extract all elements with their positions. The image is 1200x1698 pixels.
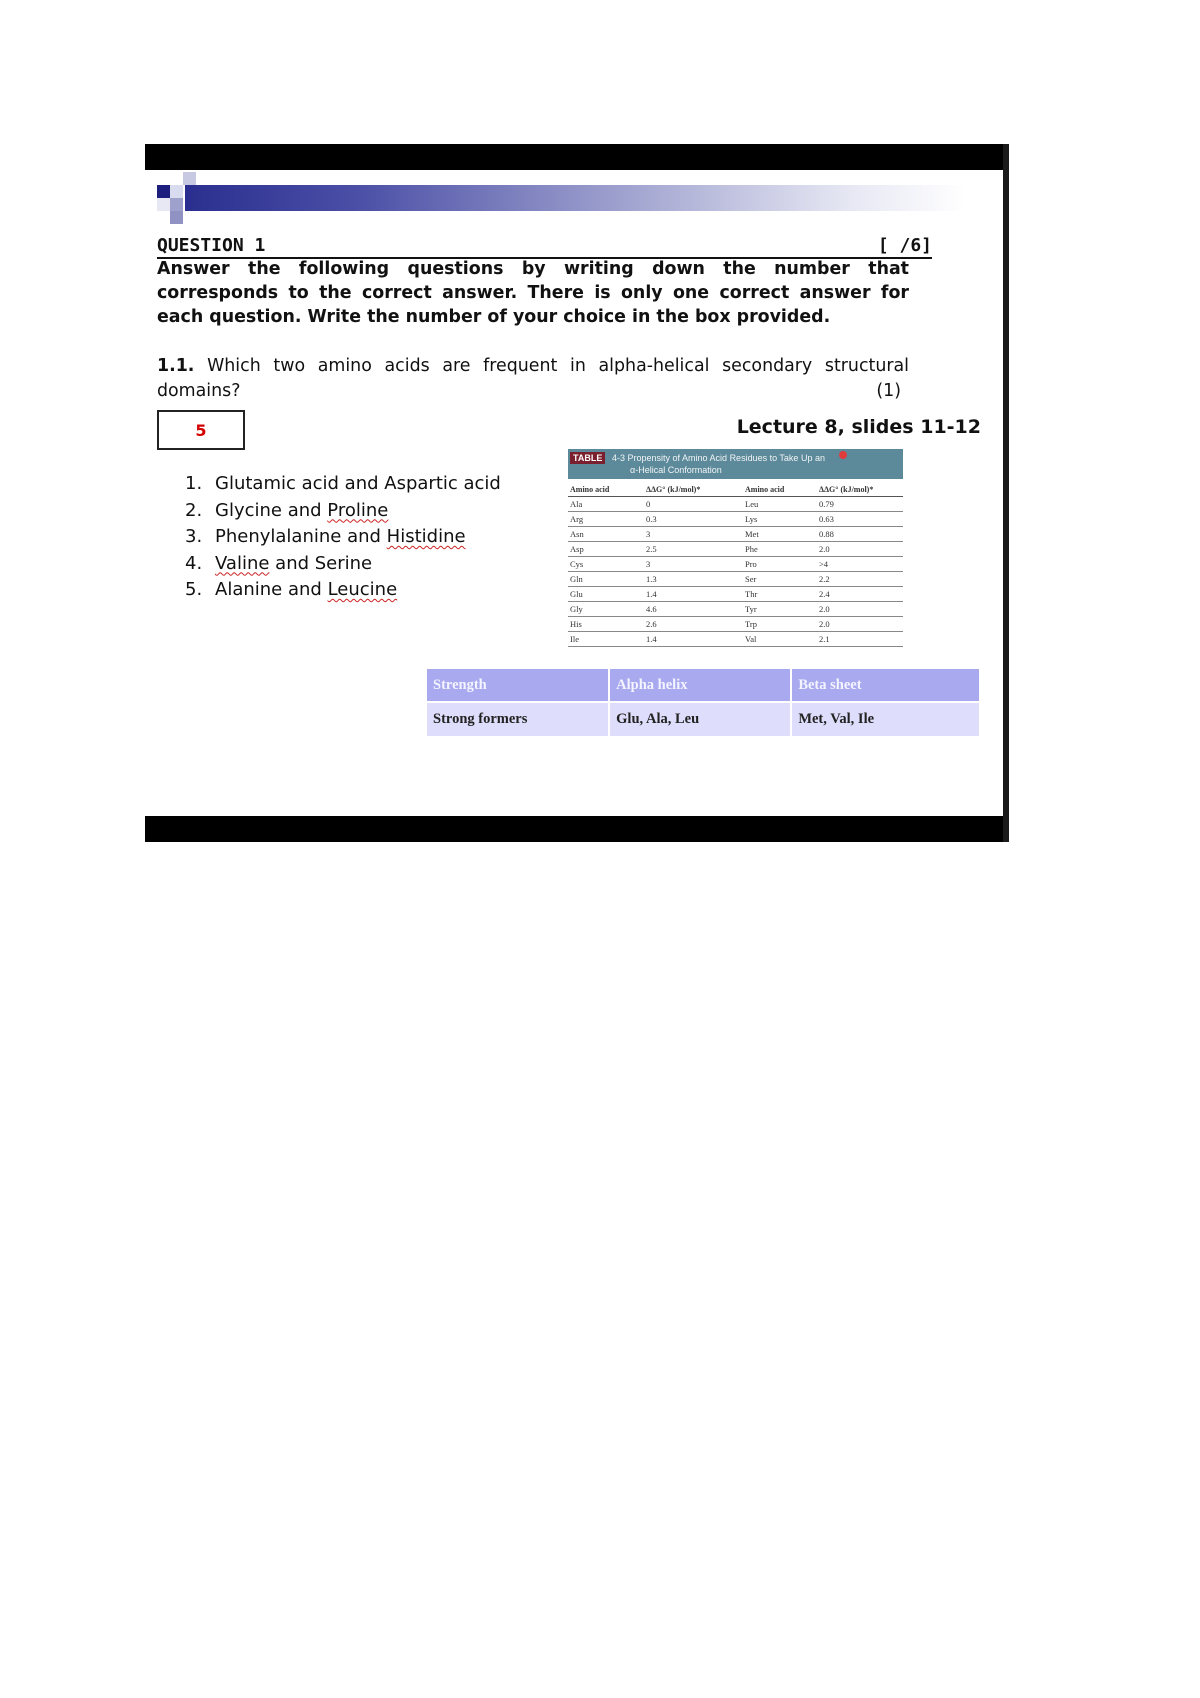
decorative-square: [170, 185, 183, 198]
column-header: ΔΔG° (kJ/mol)*: [644, 482, 743, 497]
question-number: 1.1.: [157, 356, 195, 376]
table-header-row: [568, 482, 903, 497]
slide-top-bar: [145, 144, 1003, 170]
strength-table: [427, 669, 979, 736]
option-text-b: Histidine: [386, 526, 466, 547]
table-cell: His: [568, 617, 644, 632]
table-caption-line2: α-Helical Conformation: [630, 465, 722, 475]
option-item: [185, 577, 501, 604]
table-cell: Met, Val, Ile: [791, 702, 979, 736]
decorative-square: [170, 198, 183, 211]
column-header: ΔΔG° (kJ/mol)*: [817, 482, 903, 497]
table-cell: Glu, Ala, Leu: [609, 702, 791, 736]
answer-options: [185, 471, 501, 604]
table-cell: Phe: [743, 542, 817, 557]
table-cell: 1.4: [644, 632, 743, 647]
table-cell: Leu: [743, 497, 817, 512]
table-row: [568, 557, 903, 572]
table-cell: Thr: [743, 587, 817, 602]
table-row: [568, 512, 903, 527]
option-text-a: Glutamic acid: [215, 473, 339, 494]
slide-bottom-bar: [145, 816, 1003, 842]
table-cell: 3: [644, 557, 743, 572]
column-header: Beta sheet: [791, 669, 979, 702]
table-cell: Ser: [743, 572, 817, 587]
table-cell: Asn: [568, 527, 644, 542]
table-cell: Trp: [743, 617, 817, 632]
column-header: Amino acid: [743, 482, 817, 497]
header-gradient-band: [185, 185, 965, 211]
option-text-a: Alanine: [215, 579, 283, 600]
table-badge: TABLE: [570, 452, 605, 464]
table-cell: >4: [817, 557, 903, 572]
option-number: 3.: [185, 526, 203, 547]
option-and: and: [338, 473, 385, 494]
table-cell: Gly: [568, 602, 644, 617]
propensity-table-header: [568, 449, 903, 479]
question-instructions: Answer the following questions by writing down the number that corresponds to the correct answer. There is only one correct answer for each question. Write the number of your choice in the box provided.: [157, 259, 909, 327]
table-cell: Met: [743, 527, 817, 542]
table-row: [427, 702, 979, 736]
table-cell: Ile: [568, 632, 644, 647]
table-row: [568, 602, 903, 617]
table-row: [568, 587, 903, 602]
question-header: [157, 235, 932, 259]
option-number: 1.: [185, 473, 203, 494]
table-cell: 1.4: [644, 587, 743, 602]
table-cell: Pro: [743, 557, 817, 572]
option-number: 4.: [185, 552, 203, 574]
option-item: [185, 551, 501, 578]
table-cell: 2.5: [644, 542, 743, 557]
option-text-b: Aspartic acid: [384, 473, 501, 494]
option-and: and: [282, 579, 328, 600]
column-header: Amino acid: [568, 482, 644, 497]
propensity-table: [568, 449, 903, 653]
table-row: [568, 542, 903, 557]
table-cell: Tyr: [743, 602, 817, 617]
table-cell: 0: [644, 497, 743, 512]
slide: [145, 144, 1009, 842]
option-and: and: [341, 526, 387, 547]
option-and: and: [269, 552, 315, 574]
question-score: [ /6]: [877, 235, 932, 256]
decorative-square: [157, 185, 170, 198]
table-row: [568, 527, 903, 542]
strength-header-row: [427, 669, 979, 702]
question-text: Which two amino acids are frequent in alpha-helical secondary structural domains?: [157, 356, 909, 401]
question-title: QUESTION 1: [157, 235, 266, 256]
option-text-b: Proline: [327, 499, 389, 521]
table-row: [568, 617, 903, 632]
table-cell: Ala: [568, 497, 644, 512]
decorative-square: [183, 172, 196, 185]
table-cell: Arg: [568, 512, 644, 527]
column-header: Alpha helix: [609, 669, 791, 702]
option-text-a: Phenylalanine: [215, 526, 342, 547]
table-cell: Lys: [743, 512, 817, 527]
table-cell: Cys: [568, 557, 644, 572]
propensity-table-grid: [568, 482, 903, 647]
table-cell: Asp: [568, 542, 644, 557]
table-cell: 1.3: [644, 572, 743, 587]
column-header: Strength: [427, 669, 609, 702]
lecture-reference: Lecture 8, slides 11-12: [736, 416, 981, 438]
table-cell: 2.6: [644, 617, 743, 632]
answer-box[interactable]: 5: [157, 410, 245, 450]
option-number: 2.: [185, 499, 203, 521]
table-cell: 2.0: [817, 617, 903, 632]
table-caption-line1: 4-3 Propensity of Amino Acid Residues to Take Up an: [612, 453, 825, 463]
decorative-square: [170, 211, 183, 224]
table-cell: 3: [644, 527, 743, 542]
decorative-square: [157, 198, 170, 211]
table-cell: 2.2: [817, 572, 903, 587]
option-item: [185, 524, 501, 551]
cursor-dot-icon: [839, 451, 847, 459]
option-number: 5.: [185, 579, 203, 600]
option-item: [185, 471, 501, 498]
option-text-a: Glycine: [215, 499, 282, 521]
table-cell: Gln: [568, 572, 644, 587]
option-text-b: Leucine: [327, 579, 398, 600]
table-cell: Val: [743, 632, 817, 647]
option-text-b: Serine: [314, 552, 373, 574]
table-cell: 2.4: [817, 587, 903, 602]
table-cell: 0.3: [644, 512, 743, 527]
table-cell: 0.88: [817, 527, 903, 542]
option-and: and: [281, 499, 328, 521]
table-cell: 2.0: [817, 542, 903, 557]
question-marks: (1): [876, 381, 901, 401]
table-cell: Strong formers: [427, 702, 609, 736]
table-row: [568, 497, 903, 512]
table-cell: 2.0: [817, 602, 903, 617]
table-cell: 2.1: [817, 632, 903, 647]
table-cell: 4.6: [644, 602, 743, 617]
table-cell: 0.79: [817, 497, 903, 512]
table-cell: 0.63: [817, 512, 903, 527]
option-text-a: Valine: [215, 552, 270, 574]
table-row: [568, 632, 903, 647]
question-1-1: [157, 354, 909, 404]
table-row: [568, 572, 903, 587]
table-cell: Glu: [568, 587, 644, 602]
option-item: [185, 498, 501, 525]
